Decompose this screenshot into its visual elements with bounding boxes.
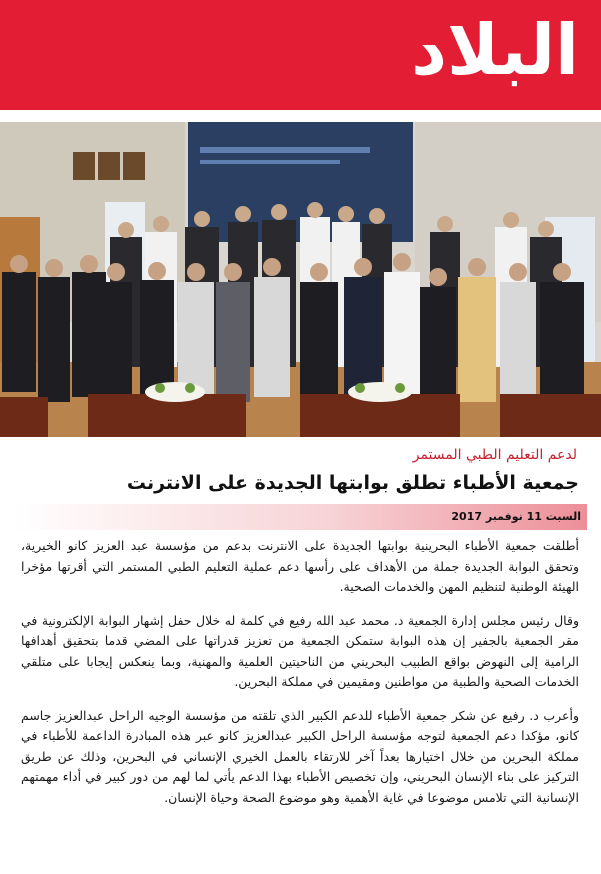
date-band xyxy=(14,504,587,530)
masthead xyxy=(0,0,601,110)
article-photo xyxy=(0,122,601,437)
group-photo-image xyxy=(0,122,601,437)
article-paragraph: وقال رئيس مجلس إدارة الجمعية د. محمد عبد الله رفيع في كلمة له خلال حفل إشهار البوابة الإلكترونية في مقر الجمعية بالجفير إن هذه البوابة ستمكن الجمعية من تعزيز قدراتها على المضي قدما بتحقيق أهدافها الرامية إلى النهوض بواقع الطبيب البحريني من الناحيتين العلمية والمهنية، وبما ينعكس إيجابا على متلقي الخدمات الصحية والطبية من مواطنين ومقيمين في مملكة البحرين. xyxy=(21,612,579,689)
article-headline: جمعية الأطباء تطلق بوابتها الجديدة على الانترنت xyxy=(126,472,579,494)
newspaper-logo: البلاد xyxy=(411,9,579,91)
article-body xyxy=(21,536,579,821)
article-kicker: لدعم التعليم الطبي المستمر xyxy=(412,447,577,463)
article-date: السبت 11 نوفمبر 2017 xyxy=(451,510,581,523)
article-paragraph: وأعرب د. رفيع عن شكر جمعية الأطباء للدعم الكبير الذي تلقته من مؤسسة الوجيه الراحل عبدالعزيز جاسم كانو، مؤكدا دعم الجمعية لتوجه مؤسسة الراحل الكبير عبدالعزيز كانو عبر هذه المبادرة الداعمة للأطباء في مملكة البحرين من خلال اختيارها بعداً آخر للارتقاء بالعمل الخيري الإنساني في البحرين، وذلك عن طريق التركيز على بناء الإنسان البحريني، وإن تخصيص الأطباء بهذا الدعم يأتي لما لهم من دور كبير في أداء مهمتهم الإنسانية التي تلامس موضوعا في غاية الأهمية وهو موضوع الصحة وحياة الإنسان. xyxy=(21,707,579,805)
article-paragraph: أطلقت جمعية الأطباء البحرينية بوابتها الجديدة على الانترنت بدعم من مؤسسة عبد العزيز كانو الخيرية، وتحقق البوابة الجديدة جملة من الأهداف على رأسها دعم عملية التعليم الطبي المستمر التي أقرتها مؤخرا الهيئة الوطنية لتنظيم المهن والخدمات الصحية. xyxy=(21,538,579,594)
